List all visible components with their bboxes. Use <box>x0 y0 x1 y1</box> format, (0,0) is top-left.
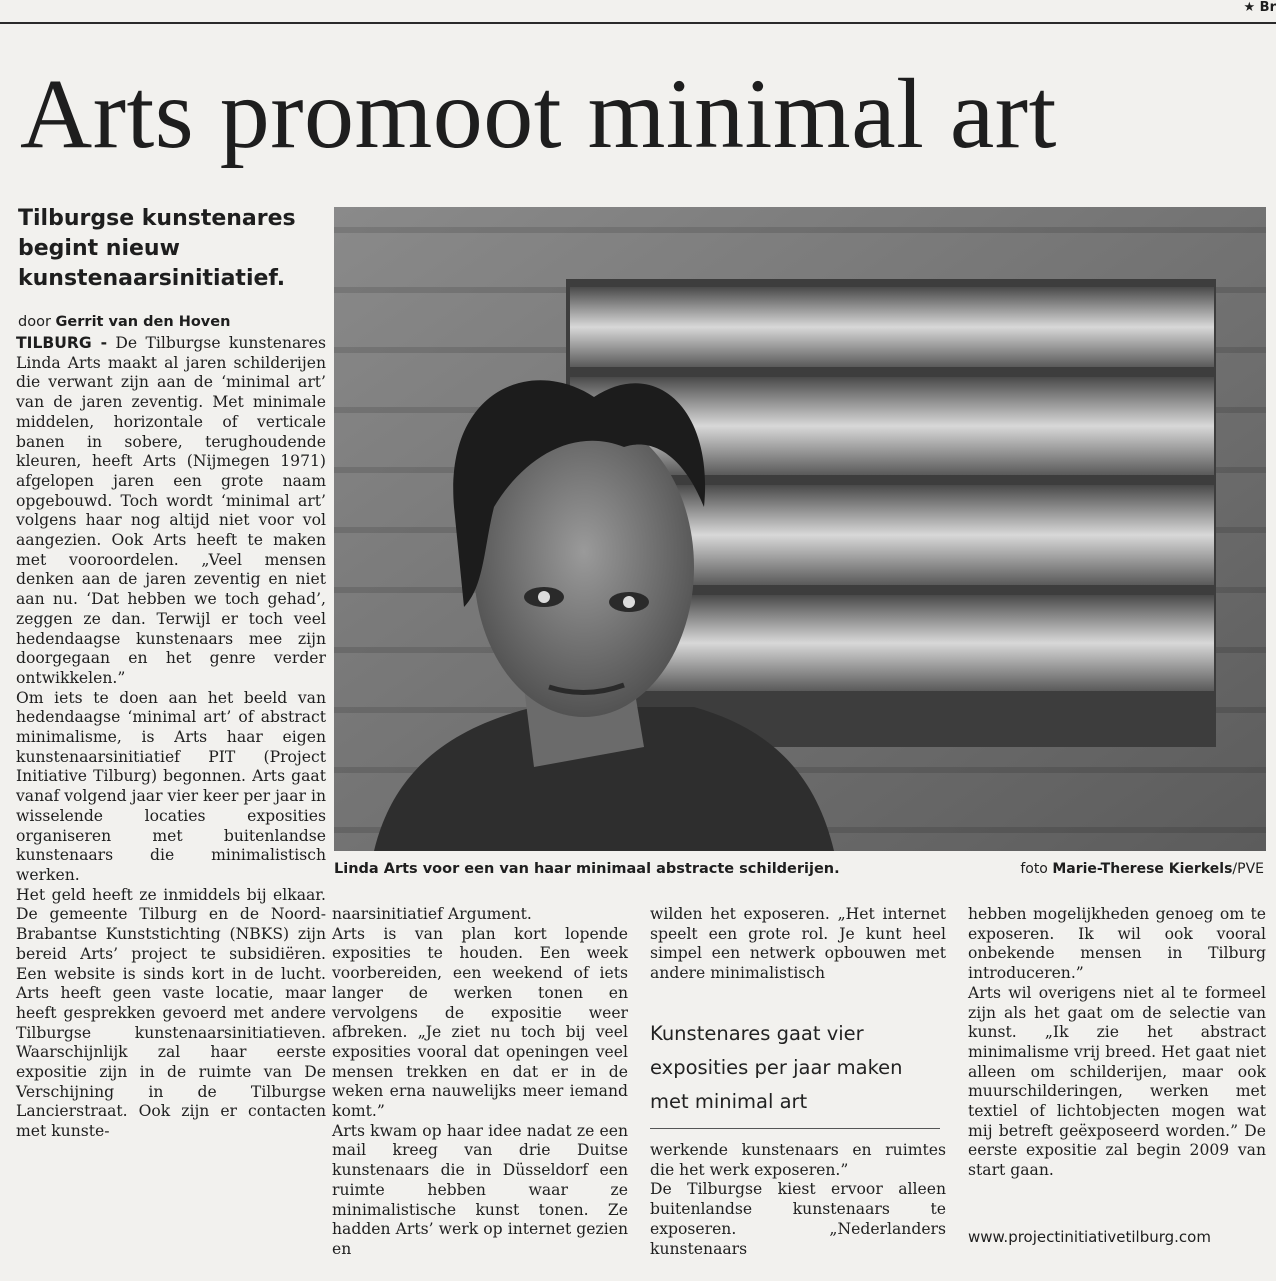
photo-caption: Linda Arts voor een van haar minimaal abstracte schilderijen. <box>334 861 840 877</box>
website-url: www.projectinitiativetilburg.com <box>968 1228 1211 1246</box>
paragraph: werkende kunstenaars en ruimtes die het werk exposeren.” <box>650 1141 946 1179</box>
paragraph: De Tilburgse kiest ervoor alleen buitenlandse kunstenaars te exposeren. „Nederlanders kunstenaars <box>650 1180 946 1258</box>
subheadline: Tilburgse kunstenares begint nieuw kunstenaarsinitiatief. <box>18 206 296 291</box>
paragraph: Het geld heeft ze inmiddels bij elkaar. De gemeente Tilburg en de Noord-Brabantse Kunststichting (NBKS) zijn bereid Arts’ project te subsidiëren. Een website is sinds kort in de lucht. Arts heeft geen vaste locatie, maar heeft gesprekken gevoerd met andere Tilburgse kunstenaarsinitiatieven. Waarschijnlijk zal haar eerste expositie zijn in de ruimte van De Verschijning in de Tilburgse Lancierstraat. Ook zijn er contacten met kunste- <box>16 885 326 1141</box>
credit-suffix: /PVE <box>1232 861 1264 877</box>
paragraph: naarsinitiatief Argument. <box>332 905 532 923</box>
section-tag: ★ Br <box>1243 0 1276 15</box>
paragraph: Arts is van plan kort lopende exposities te houden. Een week voorbereiden, een weekend of iets langer de werken tonen en vervolgens de expositie weer afbreken. „Je ziet nu toch bij veel exposities vooral dat openingen veel mensen trekken en dat er in de weken erna nauwelijks meer iemand komt.” <box>332 924 628 1121</box>
article-column-1 <box>16 334 326 1142</box>
pull-quote: Kunstenares gaat vier exposities per jaar maken met minimal art <box>650 1022 903 1113</box>
credit-prefix: foto <box>1020 861 1048 877</box>
byline-prefix: door <box>18 314 51 330</box>
article-column-3-continued <box>650 1141 946 1259</box>
credit-name: Marie-Therese Kierkels <box>1052 861 1233 877</box>
lead-paragraph <box>16 334 326 689</box>
article-column-3 <box>650 905 946 984</box>
article-column-4 <box>968 905 1266 1181</box>
paragraph: Arts wil overigens niet al te formeel zijn als het gaat om de selectie van kunst. „Ik zie het abstract minimalisme vrij breed. Het gaat niet alleen om schilderijen, maar ook muurschilderingen, werken met textiel of lichtobjecten mogen wat mij betreft geëxposeerd worden.” De eerste expositie zal begin 2009 van start gaan. <box>968 983 1266 1180</box>
lead-text: De Tilburgse kunstenares Linda Arts maakt al jaren schilderijen die verwant zijn aan de ‘minimal art’ van de jaren zeventig. Met minimale middelen, horizontale of verticale banen in sobere, terughoudende kleuren, heeft Arts (Nijmegen 1971) afgelopen jaren een grote naam opgebouwd. Toch wordt ‘minimal art’ volgens haar nog altijd niet voor vol aangezien. Ook Arts heeft te maken met vooroordelen. „Veel mensen denken aan de jaren zeventig en niet aan nu. ‘Dat hebben we toch gehad’, zeggen ze dan. Terwijl er toch veel hedendaagse kunstenaars mee zijn doorgegaan en het genre verder ontwikkelen.” <box>16 334 326 687</box>
paragraph: wilden het exposeren. „Het internet speelt een grote rol. Je kunt heel simpel een netwerk opbouwen met andere minimalistisch <box>650 905 946 983</box>
byline-author: Gerrit van den Hoven <box>55 314 231 330</box>
dateline: TILBURG - <box>16 334 108 352</box>
paragraph: Om iets te doen aan het beeld van hedendaagse ‘minimal art’ of abstract minimalisme, is Arts haar eigen kunstenaarsinitiatief PIT (Project Initiative Tilburg) begonnen. Arts gaat vanaf volgend jaar vier keer per jaar in wisselende locaties exposities organiseren met buitenlandse kunstenaars die minimalistisch werken. <box>16 688 326 884</box>
article-column-2 <box>332 905 628 1260</box>
paragraph: hebben mogelijkheden genoeg om te exposeren. Ik wil ook vooral onbekende mensen in Tilburg introduceren.” <box>968 905 1266 983</box>
byline <box>18 314 230 330</box>
top-rule <box>0 22 1276 24</box>
photo-credit <box>1020 861 1264 877</box>
headline: Arts promoot minimal art <box>20 58 1057 169</box>
pull-quote-rule <box>650 1128 940 1129</box>
photo-illustration <box>334 207 1266 851</box>
portrait-photo <box>334 207 1266 851</box>
paragraph: Arts kwam op haar idee nadat ze een mail kreeg van drie Duitse kunstenaars die in Düsseldorf een ruimte hebben waar ze minimalistische kunst tonen. Ze hadden Arts’ werk op internet gezien en <box>332 1121 628 1258</box>
